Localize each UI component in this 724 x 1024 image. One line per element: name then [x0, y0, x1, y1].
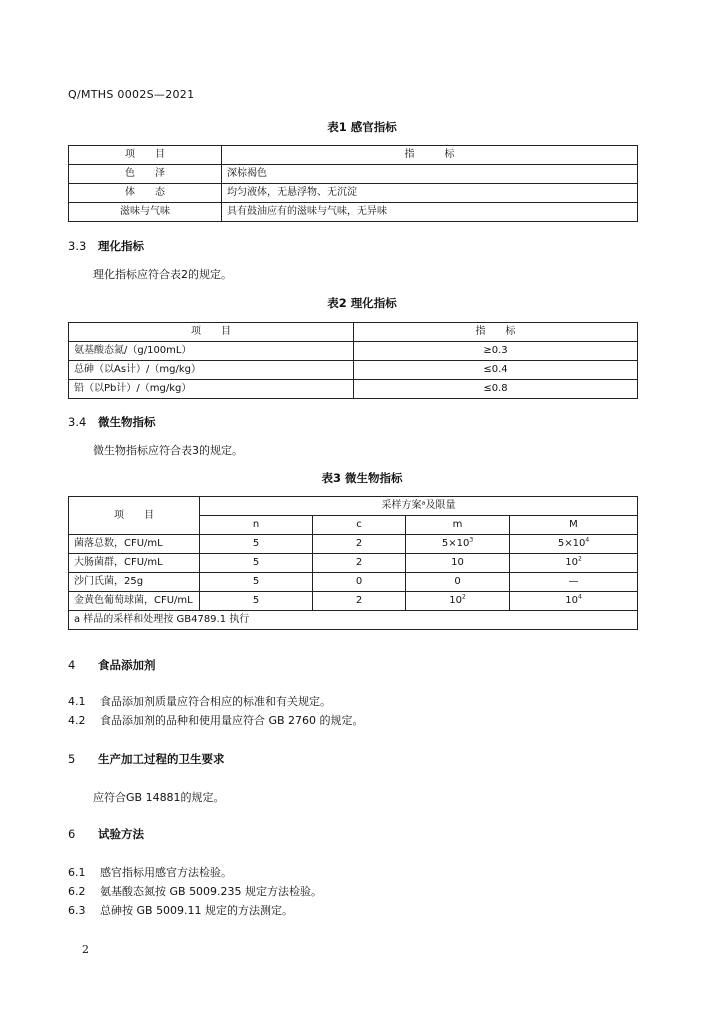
item-number: 6.3 [68, 904, 86, 917]
value-base: 10 [449, 595, 462, 606]
list-item [68, 902, 293, 918]
section-3-3-heading [68, 238, 144, 254]
item-text: 食品添加剂质量应符合相应的标准和有关规定。 [100, 695, 331, 708]
section-number: 5 [68, 752, 76, 766]
table-cell [510, 535, 638, 554]
section-number: 3.4 [68, 415, 87, 429]
table-cell [510, 554, 638, 573]
table-footnote: a 样品的采样和处理按 GB4789.1 执行 [69, 611, 638, 630]
item-number: 4.1 [68, 695, 86, 708]
value-exponent: 4 [585, 536, 590, 544]
section-3-4-heading [68, 414, 156, 430]
item-number: 6.2 [68, 885, 86, 898]
section-5-heading [68, 751, 225, 767]
table-cell: 2 [313, 554, 406, 573]
item-text: 总砷按 GB 5009.11 规定的方法测定。 [100, 904, 294, 917]
table-footnote-row [69, 611, 638, 630]
section-title: 微生物指标 [98, 415, 156, 429]
section-number: 3.3 [68, 239, 87, 253]
table-row [69, 184, 638, 203]
table2-caption: 表2 理化指标 [327, 296, 397, 310]
table-cell [510, 573, 638, 592]
value-exponent: 3 [469, 536, 474, 544]
table-row [69, 592, 638, 611]
section-3-3-paragraph: 理化指标应符合表2的规定。 [93, 268, 232, 281]
table-cell [406, 535, 510, 554]
value-base: 5×10 [441, 538, 470, 549]
physicochemical-table [68, 322, 638, 399]
table-header-cell: m [406, 516, 510, 535]
table-cell [406, 554, 510, 573]
table-row [69, 554, 638, 573]
table-row [69, 342, 638, 361]
table-row [69, 535, 638, 554]
list-item [68, 864, 232, 880]
table-row [69, 203, 638, 222]
item-number: 4.2 [68, 714, 86, 727]
value-exponent: 4 [577, 593, 582, 601]
table-header-row [69, 323, 638, 342]
table-cell: 5 [200, 592, 313, 611]
table-cell: 氨基酸态氮/（g/100mL） [69, 342, 354, 361]
table-header-cell: 指 标 [354, 323, 638, 342]
table-cell: 铅（以Pb计）/（mg/kg） [69, 380, 354, 399]
document-code: Q/MTHS 0002S—2021 [68, 88, 195, 101]
section-number: 4 [68, 658, 76, 672]
page-number: 2 [82, 943, 89, 956]
value-base: — [568, 576, 579, 587]
table-cell: 大肠菌群，CFU/mL [69, 554, 200, 573]
table-cell: 具有鼓油应有的滋味与气味，无异味 [222, 203, 638, 222]
table-header-cell: 项 目 [69, 146, 222, 165]
table-cell: 2 [313, 535, 406, 554]
section-4-heading [68, 657, 156, 673]
table-cell: 2 [313, 592, 406, 611]
section-3-4-paragraph: 微生物指标应符合表3的规定。 [93, 444, 243, 457]
table-cell [406, 573, 510, 592]
section-title: 理化指标 [98, 239, 144, 253]
value-base: 10 [565, 557, 578, 568]
table-cell: 菌落总数，CFU/mL [69, 535, 200, 554]
table-cell: 滋味与气味 [69, 203, 222, 222]
table-header-cell: c [313, 516, 406, 535]
value-exponent: 2 [577, 555, 582, 563]
table-cell: 金黄色葡萄球菌，CFU/mL [69, 592, 200, 611]
table-cell: 体 态 [69, 184, 222, 203]
table-cell: 5 [200, 573, 313, 592]
table-header-cell: 项 目 [69, 323, 354, 342]
table-header-cell: 指 标 [222, 146, 638, 165]
table-header-cell: M [510, 516, 638, 535]
list-item [68, 883, 322, 899]
table-cell [406, 592, 510, 611]
section-number: 6 [68, 827, 76, 841]
value-exponent: 2 [461, 593, 466, 601]
table-cell: 色 泽 [69, 165, 222, 184]
item-text: 氨基酸态氮按 GB 5009.235 规定方法检验。 [100, 885, 323, 898]
value-base: 10 [451, 557, 464, 568]
table-header-cell: 采样方案ᵃ及限量 [200, 497, 638, 516]
table-cell: 均匀液体，无悬浮物、无沉淀 [222, 184, 638, 203]
section-title: 生产加工过程的卫生要求 [98, 752, 225, 766]
table-header-row [69, 497, 638, 516]
table-cell: ≥0.3 [354, 342, 638, 361]
table-cell: 0 [313, 573, 406, 592]
table-row [69, 165, 638, 184]
section-title: 食品添加剂 [98, 658, 156, 672]
table-row [69, 361, 638, 380]
value-base: 5×10 [557, 538, 586, 549]
value-base: 0 [454, 576, 461, 587]
item-text: 食品添加剂的品种和使用量应符合 GB 2760 的规定。 [100, 714, 364, 727]
microbiological-table [68, 496, 638, 630]
table-header-cell: n [200, 516, 313, 535]
section-5-paragraph: 应符合GB 14881的规定。 [93, 791, 225, 804]
table-cell: ≤0.4 [354, 361, 638, 380]
item-number: 6.1 [68, 866, 86, 879]
sensory-table [68, 145, 638, 222]
table-row [69, 573, 638, 592]
table-cell: 5 [200, 535, 313, 554]
item-text: 感官指标用感官方法检验。 [100, 866, 232, 879]
table-row [69, 380, 638, 399]
section-title: 试验方法 [98, 827, 144, 841]
value-base: 10 [565, 595, 578, 606]
table1-caption: 表1 感官指标 [327, 120, 397, 134]
list-item [68, 693, 331, 709]
table-cell [510, 592, 638, 611]
table-header-row [69, 146, 638, 165]
list-item [68, 712, 364, 728]
table3-caption: 表3 微生物指标 [321, 471, 403, 485]
table-header-cell: 项 目 [69, 497, 200, 535]
table-cell: 沙门氏菌，25g [69, 573, 200, 592]
table-cell: 深棕褐色 [222, 165, 638, 184]
section-6-heading [68, 826, 144, 842]
table-cell: 5 [200, 554, 313, 573]
table-cell: 总砷（以As计）/（mg/kg） [69, 361, 354, 380]
table-cell: ≤0.8 [354, 380, 638, 399]
